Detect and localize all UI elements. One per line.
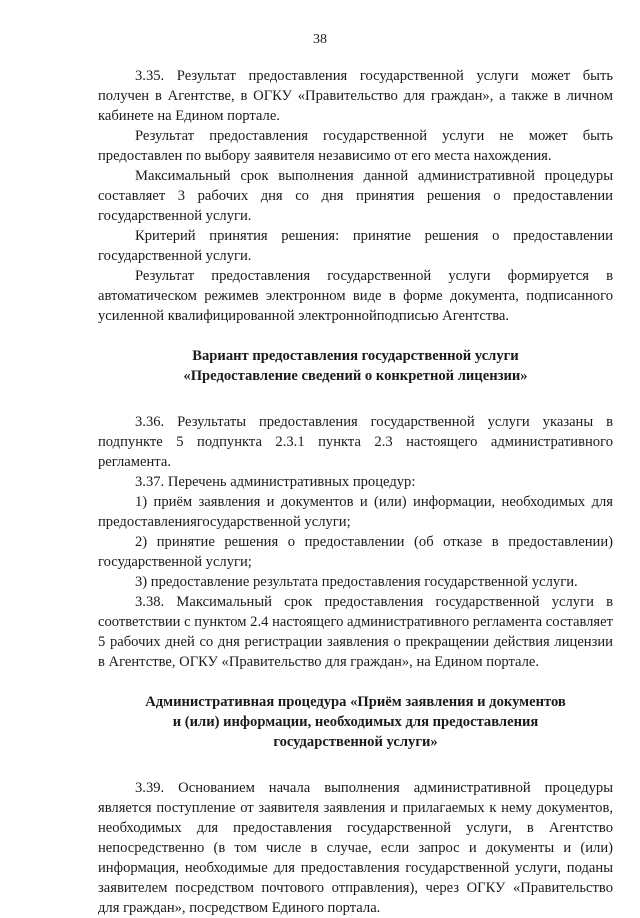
document-body [98, 66, 613, 918]
list-item-1: 1) приём заявления и документов и (или) информации, необходимых для предоставлениягосударственной услуги; [98, 494, 613, 530]
page-number: 38 [313, 32, 327, 47]
section-heading-procedure [98, 692, 613, 752]
paragraph-3-35: 3.35. Результат предоставления государственной услуги может быть получен в Агентстве, в ОГКУ «Правительство для граждан», а также в личном кабинете на Едином портале. [98, 68, 613, 124]
paragraph-decision-criterion: Критерий принятия решения: принятие решения о предоставлении государственной услуги. [98, 228, 613, 264]
paragraph-3-37: 3.37. Перечень административных процедур: [135, 474, 416, 490]
heading-line: Вариант предоставления государственной услуги [192, 348, 519, 364]
heading-line: «Предоставление сведений о конкретной лицензии» [183, 368, 528, 384]
list-item-3: 3) предоставление результата предоставления государственной услуги. [135, 574, 578, 590]
heading-line: государственной услуги» [273, 734, 438, 750]
paragraph-3-39: 3.39. Основанием начала выполнения административной процедуры является поступление от заявителя заявления и прилагаемых к нему документов, необходимых для предоставления государственной услуги, в Агентство непосредственно (в том числе в случае, если запрос и документы и (или) информация, необходимые для предоставления государственной услуги, поданы заявителем посредством почтового отправления), через ОГКУ «Правительство для граждан», посредством Единого портала. [98, 780, 613, 916]
heading-line: Административная процедура «Приём заявления и документов [145, 694, 566, 710]
heading-line: и (или) информации, необходимых для предоставления [172, 714, 539, 730]
paragraph-result-format: Результат предоставления государственной услуги формируется в автоматическом режимев электронном виде в форме документа, подписанного усиленной квалифицированной электроннойподписью Агентства. [98, 268, 613, 324]
section-heading-variant [98, 346, 613, 386]
list-item-2: 2) принятие решения о предоставлении (об отказе в предоставлении) государственной услуги; [98, 534, 613, 570]
paragraph-3-38: 3.38. Максимальный срок предоставления государственной услуги в соответствии с пунктом 2.4 настоящего административного регламента составляет 5 рабочих дней со дня регистрации заявления о прекращении действия лицензии в Агентстве, ОГКУ «Правительство для граждан», на Едином портале. [98, 594, 613, 670]
paragraph-3-36: 3.36. Результаты предоставления государственной услуги указаны в подпункте 5 подпункта 2.3.1 пункта 2.3 настоящего административного регламента. [98, 414, 613, 470]
paragraph-max-term: Максимальный срок выполнения данной административной процедуры составляет 3 рабочих дня со дня принятия решения о предоставлении государственной услуги. [98, 168, 613, 224]
paragraph-result-location: Результат предоставления государственной услуги не может быть предоставлен по выбору заявителя независимо от его места нахождения. [98, 128, 613, 164]
